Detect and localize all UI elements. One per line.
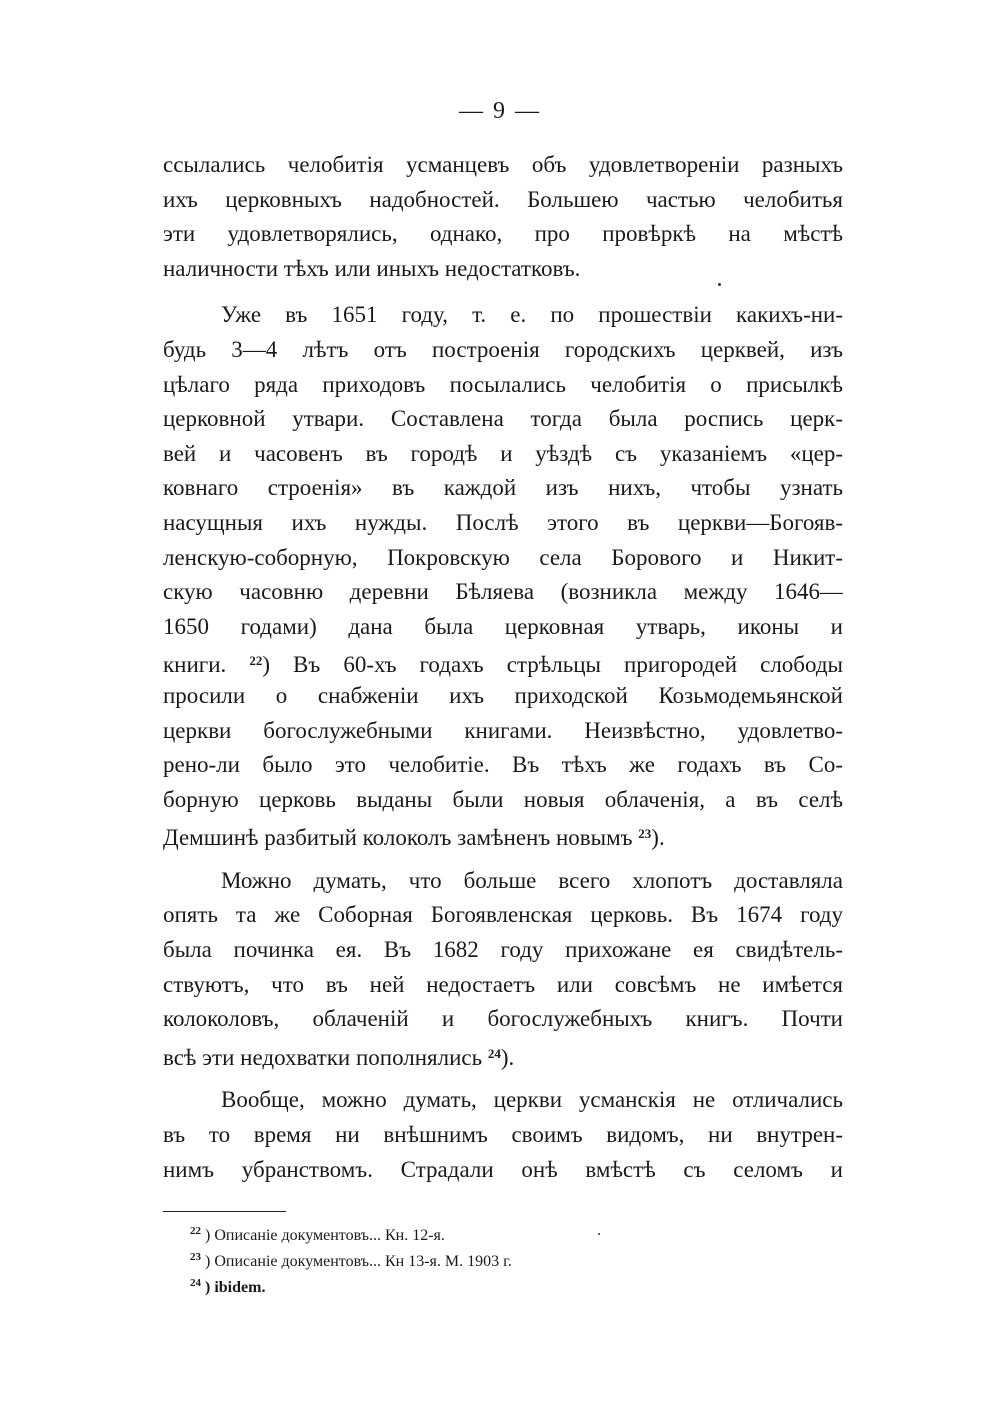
footnote-text: ) Описаніе документовъ... Кн 13-я. М. 1903 г.: [205, 1253, 512, 1270]
footnote-reference: 24: [487, 1045, 501, 1061]
text-line: ленскую-соборную, Покровскую села Борового и Никит-: [163, 544, 843, 570]
text-segment: книги.: [163, 652, 227, 678]
footnote-24: [190, 1270, 810, 1296]
paragraph-3: [163, 864, 843, 1072]
text-line: вей и часовенъ въ городѣ и уѣздѣ съ указаніемъ «цер-: [163, 440, 843, 466]
text-line: борную церковь выданы были новыя облаченія, а въ селѣ: [163, 786, 843, 812]
text-line: скую часовню деревни Бѣляева (возникла между 1646—: [163, 579, 843, 605]
footnote-reference: 22: [249, 653, 263, 669]
print-speck: [598, 1233, 600, 1235]
footnote-23: [190, 1244, 810, 1270]
text-line: опять та же Соборная Богоявленская церковь. Въ 1674 году: [163, 902, 843, 928]
text-segment: ).: [651, 825, 665, 851]
page-number: — 9 —: [459, 98, 541, 124]
text-line: была починка ея. Въ 1682 году прихожане ея свидѣтель-: [163, 937, 843, 963]
text-line: ствуютъ, что въ ней недостаетъ или совсѣмъ не имѣется: [163, 971, 843, 997]
text-line: церковной утвари. Составлена тогда была роспись церк-: [163, 406, 843, 432]
text-line: рено-ли было это челобитіе. Въ тѣхъ же годахъ въ Со-: [163, 752, 843, 778]
text-line: колоколовъ, облаченій и богослужебныхъ книгъ. Почти: [163, 1006, 843, 1032]
print-speck: [718, 283, 721, 286]
text-line: [163, 1037, 843, 1072]
text-line: Вообще, можно думать, церкви усманскія не отличались: [221, 1087, 843, 1113]
footnotes: [190, 1218, 810, 1296]
paragraph-2: [163, 298, 843, 852]
paragraph-1: [163, 148, 843, 286]
footnote-text: ) ibidem.: [205, 1279, 266, 1296]
text-segment: ) Въ 60-хъ годахъ стрѣльцы пригородей слободы: [262, 652, 843, 678]
text-line: эти удовлетворялись, однако, про провѣркѣ на мѣстѣ: [163, 221, 843, 247]
paragraph-4: [163, 1083, 843, 1187]
text-line: ковнаго строенія» въ каждой изъ нихъ, чтобы узнать: [163, 475, 843, 501]
text-line: церкви богослужебными книгами. Неизвѣстно, удовлетво-: [163, 717, 843, 743]
text-line: въ то время ни внѣшнимъ своимъ видомъ, ни внутрен-: [163, 1122, 843, 1148]
text-line: [163, 817, 843, 852]
text-line: [163, 644, 843, 679]
text-segment: ).: [500, 1044, 515, 1070]
text-line: ихъ церковныхъ надобностей. Большею частью челобитья: [163, 186, 843, 212]
text-line: 1650 годами) дана была церковная утварь, иконы и: [163, 613, 843, 639]
footnote-22: [190, 1218, 810, 1244]
text-line: цѣлаго ряда приходовъ посылались челобитія о присылкѣ: [163, 371, 843, 397]
text-line: насущныя ихъ нужды. Послѣ этого въ церкви—Богояв-: [163, 509, 843, 535]
text-line: Можно думать, что больше всего хлопотъ доставляла: [221, 867, 843, 893]
text-line: Уже въ 1651 году, т. е. по прошествіи какихъ-ни-: [221, 302, 843, 328]
text-line: наличности тѣхъ или иныхъ недостатковъ.: [163, 255, 581, 281]
footnote-divider: [163, 1211, 286, 1212]
text-line: ссылались челобитія усманцевъ объ удовлетвореніи разныхъ: [163, 152, 843, 177]
text-segment: Демшинѣ разбитый колоколъ замѣненъ новымъ: [163, 825, 633, 851]
footnote-mark: 22: [190, 1225, 201, 1237]
text-line: будь 3—4 лѣтъ отъ построенія городскихъ церквей, изъ: [163, 336, 843, 362]
footnote-mark: 23: [190, 1251, 201, 1263]
footnote-text: ) Описаніе документовъ... Кн. 12-я.: [205, 1227, 445, 1244]
footnote-reference: 23: [638, 826, 652, 842]
body-text: [163, 148, 843, 1187]
text-segment: всѣ эти недохватки пополнялись: [163, 1044, 483, 1070]
text-line: нимъ убранствомъ. Страдали онѣ вмѣстѣ съ селомъ и: [163, 1156, 843, 1182]
text-line: просили о снабженіи ихъ приходской Козьмодемьянской: [163, 682, 843, 708]
footnote-mark: 24: [190, 1277, 201, 1289]
